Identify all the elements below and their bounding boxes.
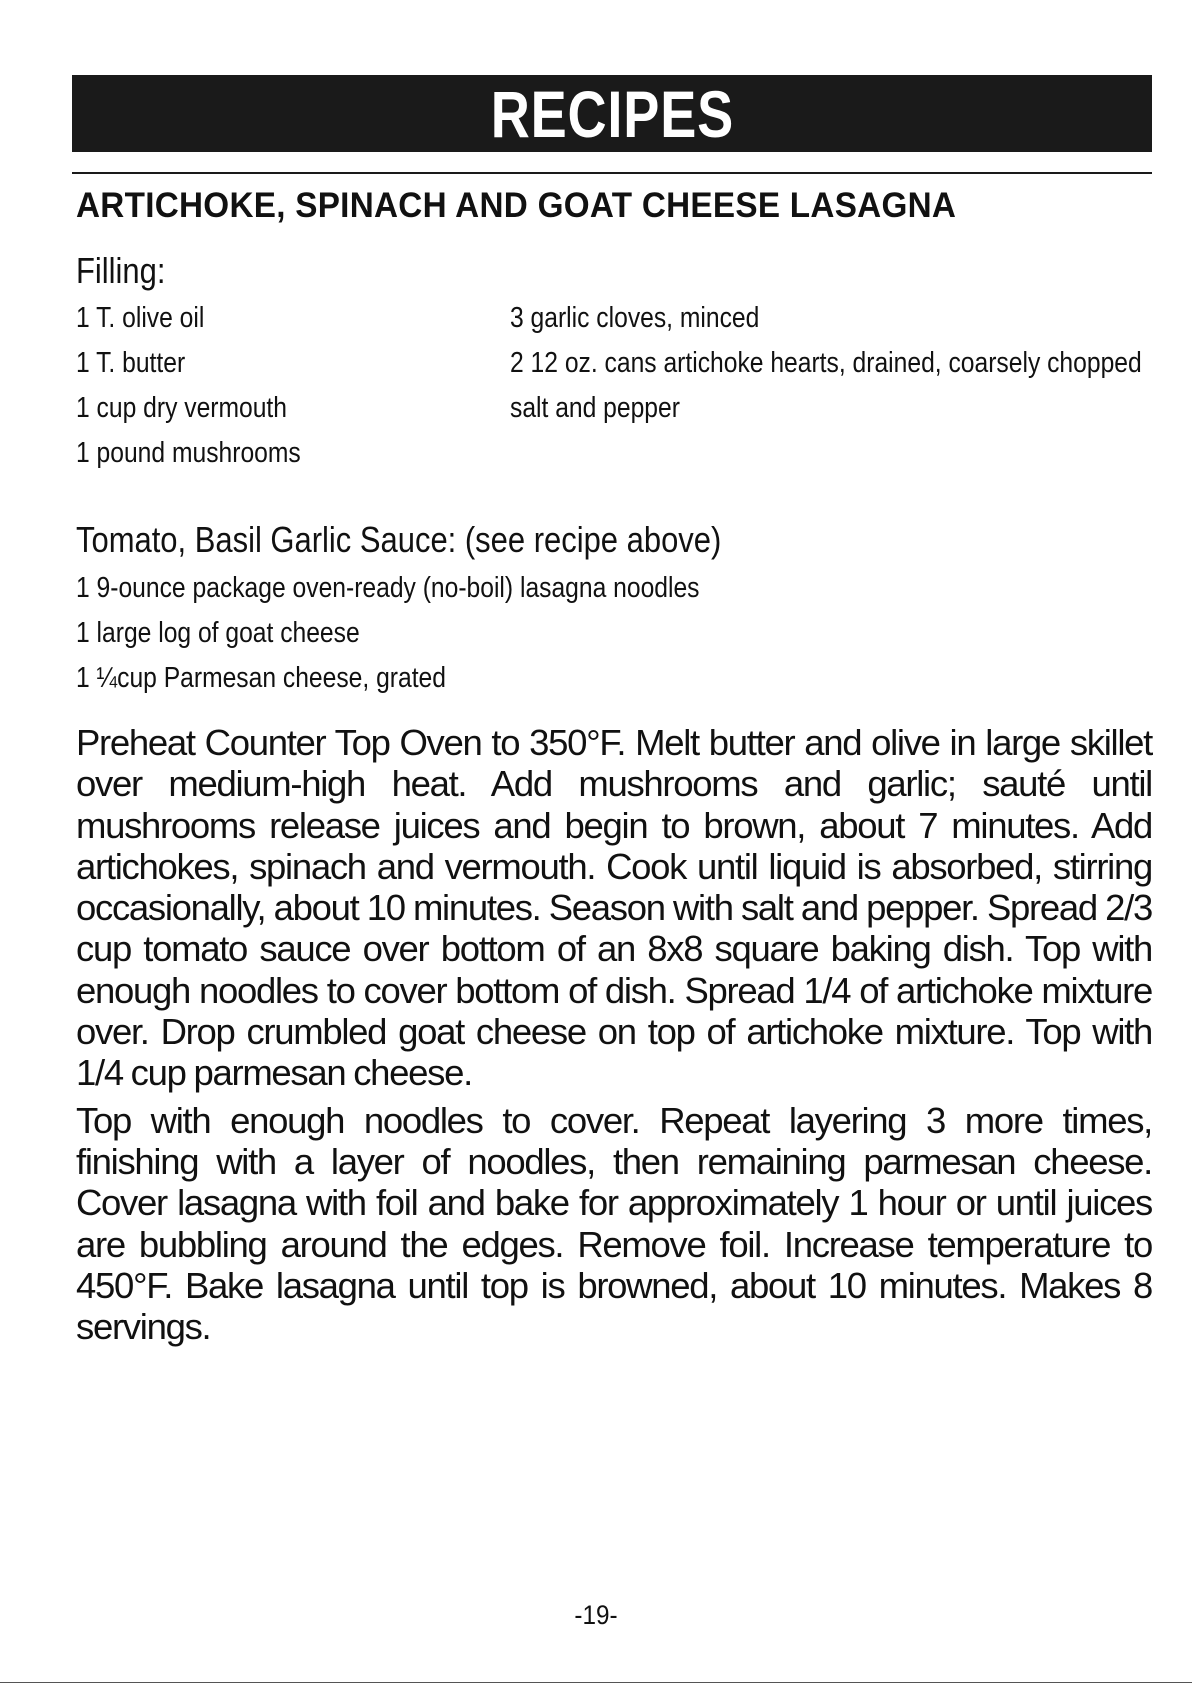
ingredient-item: 1 large log of goat cheese: [76, 617, 360, 649]
sauce-ingredients: [76, 566, 810, 701]
banner-title: RECIPES: [490, 76, 734, 151]
filling-ingredients-left: [76, 296, 340, 476]
filling-ingredients-right: [510, 296, 1192, 431]
page-number: -19-: [574, 1600, 618, 1630]
ingredient-item: salt and pepper: [510, 392, 680, 424]
footer-divider: [0, 1682, 1192, 1683]
recipe-title: ARTICHOKE, SPINACH AND GOAT CHEESE LASAGNA: [76, 186, 957, 225]
ingredient-item: 3 garlic cloves, minced: [510, 302, 760, 334]
ingredient-item: 1 ¼cup Parmesan cheese, grated: [76, 662, 446, 694]
header-banner: [72, 75, 1152, 152]
sauce-heading: Tomato, Basil Garlic Sauce: (see recipe above): [76, 519, 722, 560]
instruction-paragraph: Top with enough noodles to cover. Repeat layering 3 more times, finishing with a layer of noodles, then remaining parmesan cheese. Cover lasagna with foil and bake for approximately 1 hour or until juices are bubbling around the edges. Remove foil. Increase temperature to 450°F. Bake lasagna until top is browned, about 10 minutes. Makes 8 servings.: [76, 1099, 1152, 1348]
ingredient-item: 1 T. butter: [76, 347, 186, 379]
ingredient-item: 1 pound mushrooms: [76, 437, 301, 469]
filling-heading: Filling:: [76, 250, 166, 291]
header-divider: [72, 172, 1152, 174]
instruction-paragraph: Preheat Counter Top Oven to 350°F. Melt butter and olive in large skillet over medium-high heat. Add mushrooms and garlic; sauté until mushrooms release juices and begin to brown, about 7 minutes. Add artichokes, spinach and vermouth. Cook until liquid is absorbed, stirring occasionally, about 10 minutes. Season with salt and pepper. Spread 2/3 cup tomato sauce over bottom of an 8x8 square baking dish. Top with enough noodles to cover bottom of dish. Spread 1/4 of artichoke mixture over. Drop crumbled goat cheese on top of artichoke mixture. Top with 1/4 cup parmesan cheese.: [76, 722, 1152, 1094]
instructions: [76, 722, 1152, 1347]
ingredient-item: 1 T. olive oil: [76, 302, 205, 334]
ingredient-item: 1 9-ounce package oven-ready (no-boil) lasagna noodles: [76, 572, 700, 604]
ingredient-item: 2 12 oz. cans artichoke hearts, drained, coarsely chopped: [510, 347, 1142, 379]
ingredient-item: 1 cup dry vermouth: [76, 392, 287, 424]
